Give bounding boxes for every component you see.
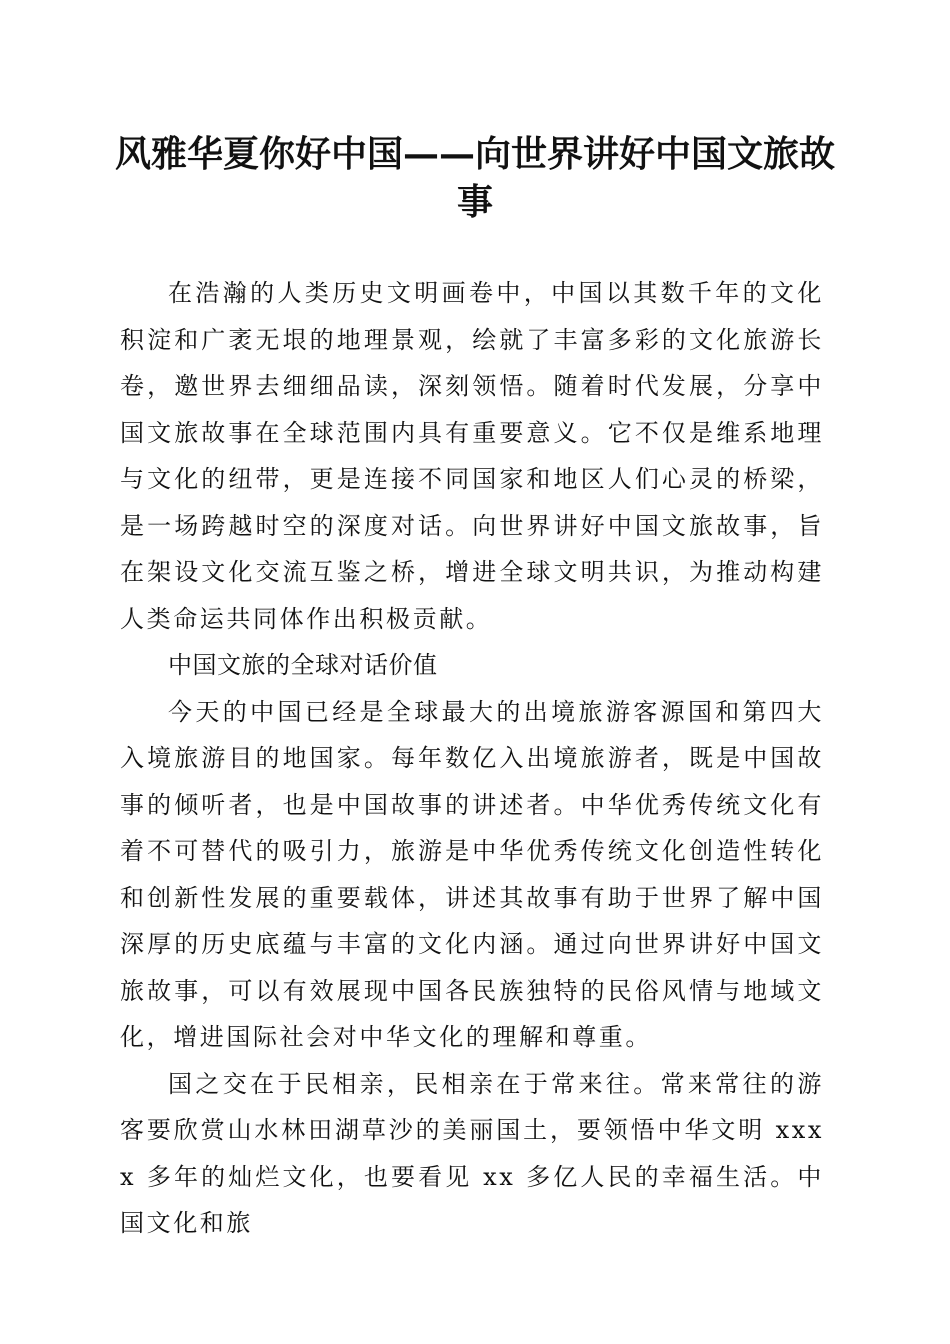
document-title: 风雅华夏你好中国——向世界讲好中国文旅故事	[115, 133, 836, 223]
intro-paragraph: 在浩瀚的人类历史文明画卷中，中国以其数千年的文化积淀和广袤无垠的地理景观，绘就了丰富多彩的文化旅游长卷，邀世界去细细品读，深刻领悟。随着时代发展，分享中国文旅故事在全球范围内具有重要意义。它不仅是维系地理与文化的纽带，更是连接不同国家和地区人们心灵的桥梁，是一场跨越时空的深度对话。向世界讲好中国文旅故事，旨在架设文化交流互鉴之桥，增进全球文明共识，为推动构建人类命运共同体作出积极贡献。	[120, 279, 824, 633]
body-paragraph: 今天的中国已经是全球最大的出境旅游客源国和第四大入境旅游目的地国家。每年数亿入出境旅游者，既是中国故事的倾听者，也是中国故事的讲述者。中华优秀传统文化有着不可替代的吸引力，旅游是中华优秀传统文化创造性转化和创新性发展的重要载体，讲述其故事有助于世界了解中国深厚的历史底蕴与丰富的文化内涵。通过向世界讲好中国文旅故事，可以有效展现中国各民族独特的民俗风情与地域文化，增进国际社会对中华文化的理解和尊重。	[120, 697, 824, 1051]
document-body	[120, 270, 824, 1247]
section-heading: 中国文旅的全球对话价值	[168, 651, 438, 679]
body-paragraph: 国之交在于民相亲，民相亲在于常来往。常来常往的游客要欣赏山水林田湖草沙的美丽国土，要领悟中华文明 xxxx 多年的灿烂文化，也要看见 xx 多亿人民的幸福生活。中国文化和旅	[120, 1069, 824, 1237]
